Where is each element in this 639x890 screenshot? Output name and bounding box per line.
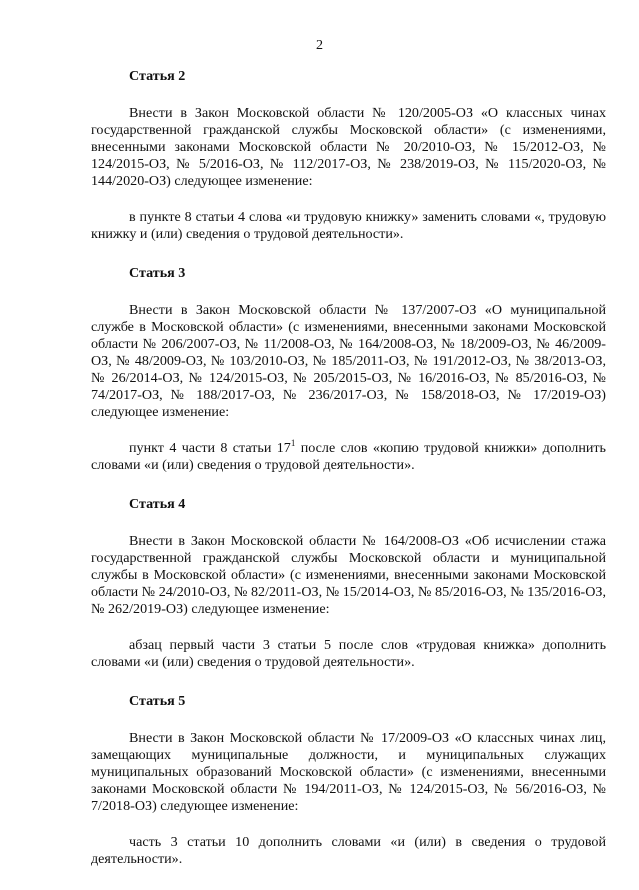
article-title: Статья 5 [129, 693, 186, 709]
article-title: Статья 4 [129, 496, 186, 512]
change-text-before: пункт 4 части 8 статьи 17 [129, 440, 291, 456]
article-3 [91, 265, 606, 474]
page-number: 2 [315, 37, 324, 53]
article-5 [91, 693, 606, 868]
article-intro: Внести в Закон Московской области № 164/2008-ОЗ «Об исчислении стажа государственной гражданской службы Московской области и муниципальной службы в Московской области» (с изменениями, внесенными законами Московской области № 24/2010-ОЗ, № 82/2011-ОЗ, № 15/2014-ОЗ, № 85/2016-ОЗ, № 135/2016-ОЗ, № 262/2019-ОЗ) следующее изменение: [91, 533, 606, 617]
superscript-index: 1 [290, 438, 296, 448]
article-change: абзац первый части 3 статьи 5 после слов «трудовая книжка» дополнить словами «и (или) сведения о трудовой деятельности». [91, 637, 606, 670]
article-change: часть 3 статьи 10 дополнить словами «и (или) в сведения о трудовой деятельности». [91, 834, 606, 867]
change-text-after: после слов «копию трудовой книжки» дополнить словами «и (или) сведения о трудовой деятельности». [91, 440, 606, 473]
article-2 [91, 68, 606, 243]
article-change [91, 440, 606, 474]
article-title: Статья 2 [129, 68, 186, 84]
article-intro: Внести в Закон Московской области № 17/2009-ОЗ «О классных чинах лиц, замещающих муниципальные должности, и муниципальных служащих муниципальных образований Московской области» (с изменениями, внесенными законами Московской области № 194/2011-ОЗ, № 124/2015-ОЗ, № 56/2016-ОЗ, № 7/2018-ОЗ) следующее изменение: [91, 730, 606, 814]
article-intro: Внести в Закон Московской области № 137/2007-ОЗ «О муниципальной службе в Московской области» (с изменениями, внесенными законами Московской области № 206/2007-ОЗ, № 11/2008-ОЗ, № 164/2008-ОЗ, № 18/2009-ОЗ, № 46/2009-ОЗ, № 48/2009-ОЗ, № 103/2010-ОЗ, № 185/2011-ОЗ, № 191/2012-ОЗ, № 38/2013-ОЗ, № 26/2014-ОЗ, № 124/2015-ОЗ, № 205/2015-ОЗ, № 16/2016-ОЗ, № 85/2016-ОЗ, № 74/2017-ОЗ, № 188/2017-ОЗ, № 236/2017-ОЗ, № 158/2018-ОЗ, № 17/2019-ОЗ) следующее изменение: [91, 302, 606, 420]
article-intro: Внести в Закон Московской области № 120/2005-ОЗ «О классных чинах государственной гражданской службы Московской области» (с изменениями, внесенными законами Московской области № 20/2010-ОЗ, № 15/2012-ОЗ, № 124/2015-ОЗ, № 5/2016-ОЗ, № 112/2017-ОЗ, № 238/2019-ОЗ, № 115/2020-ОЗ, № 144/2020-ОЗ) следующее изменение: [91, 105, 606, 189]
document-body [91, 68, 606, 890]
article-title: Статья 3 [129, 265, 186, 281]
article-change: в пункте 8 статьи 4 слова «и трудовую книжку» заменить словами «, трудовую книжку и (или) сведения о трудовой деятельности». [91, 209, 606, 242]
article-4 [91, 496, 606, 671]
